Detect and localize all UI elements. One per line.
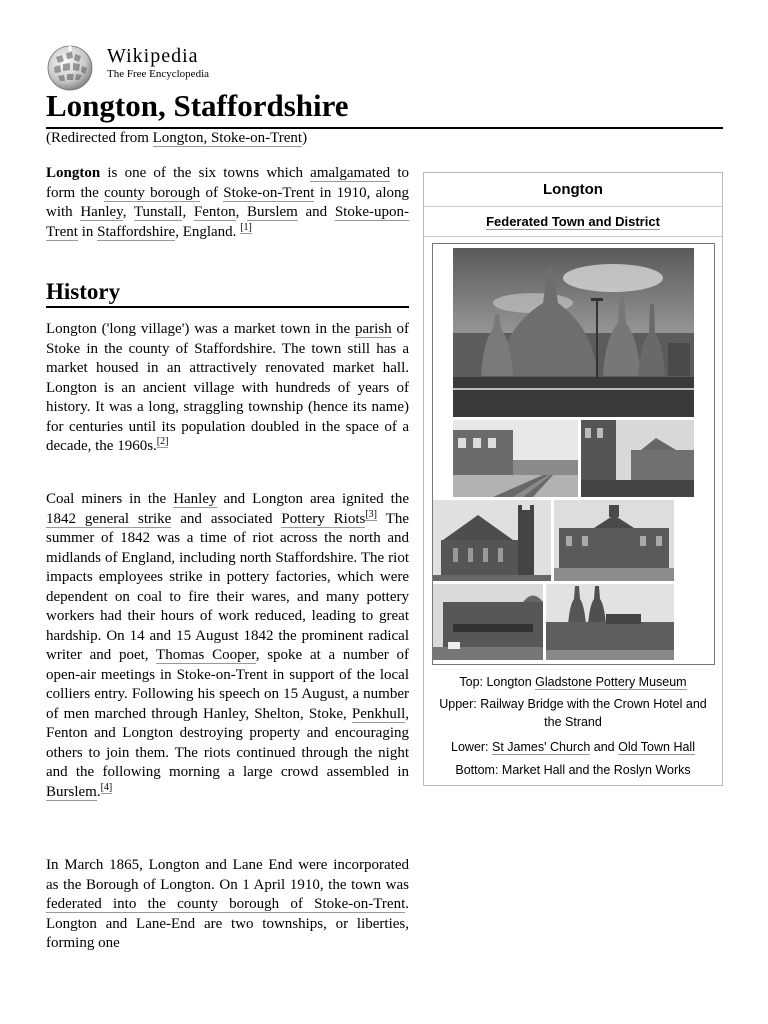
redirect-suffix: )	[302, 130, 308, 146]
text: , Fenton and Longton destroying property and encouraging others to join them. The riots continued through the night and the following morning a large crowd assembled in	[46, 705, 409, 780]
citation-2[interactable]: [2]	[156, 436, 169, 447]
citation-3[interactable]: [3]	[365, 508, 377, 520]
text: and associated	[171, 510, 282, 527]
redirect-link[interactable]: Longton, Stoke-on-Trent	[152, 130, 303, 146]
caption-lower	[424, 738, 722, 756]
photo-st-james-church[interactable]	[433, 500, 551, 581]
infobox-title: Longton	[424, 173, 722, 207]
link-stoke-on-trent[interactable]: Stoke-on-Trent	[223, 184, 315, 201]
page-title: Longton, Staffordshire	[46, 88, 349, 123]
wordmark-tagline: The Free Encyclopedia	[107, 68, 210, 80]
link-penkhull[interactable]: Penkhull	[351, 705, 406, 722]
text: ,	[235, 204, 247, 220]
photo-roslyn-works[interactable]	[546, 584, 674, 660]
text: and	[297, 204, 335, 220]
text: to form the	[46, 165, 409, 201]
text: The summer of 1842 was a time of riot across the north and midlands of England, including north Staffordshire. The riot impacts employees strike in pottery factories, which were dependent on coal to fire their wares, and many pottery workers had their hours of work reduced, leading to great hardship. On 14 and 15 August 1842 the prominent radical writer and poet,	[46, 510, 409, 663]
text: in	[77, 223, 98, 240]
history-paragraph-1	[46, 320, 409, 457]
text: .	[96, 783, 101, 800]
intro-bold: Longton	[46, 165, 101, 181]
text: in 1910, along with	[46, 184, 409, 220]
link-fenton[interactable]: Fenton	[193, 204, 236, 220]
section-divider	[46, 306, 409, 308]
wikipedia-wordmark[interactable]	[107, 45, 209, 81]
text: ,	[122, 204, 134, 220]
link-amalgamated[interactable]: amalgamated	[310, 165, 391, 181]
infobox-subtitle-link[interactable]: Federated Town and District	[486, 214, 660, 229]
wordmark-title: Wikipedia	[107, 45, 199, 67]
link-1842-general-strike[interactable]: 1842 general strike	[46, 510, 172, 527]
link-stoke-upon-trent[interactable]: Stoke-upon-Trent	[46, 204, 410, 240]
redirect-note	[46, 128, 307, 148]
citation-4[interactable]: [4]	[100, 781, 113, 793]
intro-paragraph	[46, 164, 409, 242]
text: of Stoke in the county of Staffordshire. The town still has a market housed in an attractively renovated market hall. Longton is an ancient village with hundreds of years of history. It was a long, straggling township (hence its name) for centuries until its population doubled in the space of a decade, the 1960s.	[46, 321, 409, 454]
link-hanley[interactable]: Hanley	[173, 491, 217, 507]
photo-montage[interactable]	[432, 243, 715, 665]
text: , spoke at a number of open-air meetings in Stoke-on-Trent in support of the local colliers entry. Following his speech on 15 August, a number of men marched through Hanley, Shelton, Stoke,	[46, 647, 409, 722]
text: and	[590, 740, 619, 754]
photo-railway-bridge[interactable]	[453, 420, 578, 497]
caption-upper: Upper: Railway Bridge with the Crown Hotel and the Strand	[439, 697, 707, 729]
text: and Longton area ignited the	[216, 491, 409, 507]
redirect-prefix: (Redirected from	[46, 130, 153, 146]
history-paragraph-2	[46, 490, 409, 802]
text: Lower:	[451, 740, 493, 754]
section-heading-history: History	[46, 279, 121, 304]
link-old-town-hall[interactable]: Old Town Hall	[618, 740, 695, 754]
text: Longton ('long village') was a market town in the	[46, 321, 355, 337]
link-county-borough[interactable]: county borough	[104, 184, 201, 201]
text: , England.	[175, 223, 241, 240]
wikipedia-globe-logo[interactable]	[46, 43, 94, 91]
text: Coal miners in the	[46, 491, 174, 507]
link-thomas-cooper[interactable]: Thomas Cooper	[156, 647, 256, 663]
link-st-james-church[interactable]: St James' Church	[492, 740, 591, 754]
text: of	[200, 184, 224, 201]
caption-bottom: Bottom: Market Hall and the Roslyn Works	[455, 763, 691, 777]
photo-the-strand[interactable]	[581, 420, 694, 497]
text: is one of the six towns which	[100, 165, 311, 181]
link-staffordshire[interactable]: Staffordshire	[97, 223, 176, 240]
text: . Longton and Lane-End are two townships, or liberties, forming one	[46, 896, 409, 951]
link-parish[interactable]: parish	[354, 321, 392, 337]
text: In March 1865, Longton and Lane End were incorporated as the Borough of Longton. On 1 April 1910, the town was	[46, 857, 409, 893]
infobox	[423, 172, 723, 786]
link-gladstone-pottery-museum[interactable]: Gladstone Pottery Museum	[535, 675, 687, 689]
link-federated-into-county-borough[interactable]: federated into the county borough of Stoke-on-Trent	[46, 896, 406, 912]
text: ,	[182, 204, 194, 220]
photo-old-town-hall[interactable]	[554, 500, 674, 581]
text: Top: Longton	[459, 675, 536, 689]
link-burslem[interactable]: Burslem	[247, 204, 298, 220]
link-burslem[interactable]: Burslem	[46, 783, 97, 800]
caption-top	[424, 673, 722, 691]
infobox-subtitle	[424, 207, 722, 237]
photo-market-hall[interactable]	[433, 584, 543, 660]
history-paragraph-3	[46, 856, 409, 954]
link-tunstall[interactable]: Tunstall	[133, 204, 183, 220]
link-pottery-riots[interactable]: Pottery Riots	[281, 510, 366, 527]
citation-1[interactable]: [1]	[240, 221, 252, 233]
link-hanley[interactable]: Hanley	[80, 204, 123, 220]
photo-gladstone-pottery-museum[interactable]	[453, 248, 694, 417]
